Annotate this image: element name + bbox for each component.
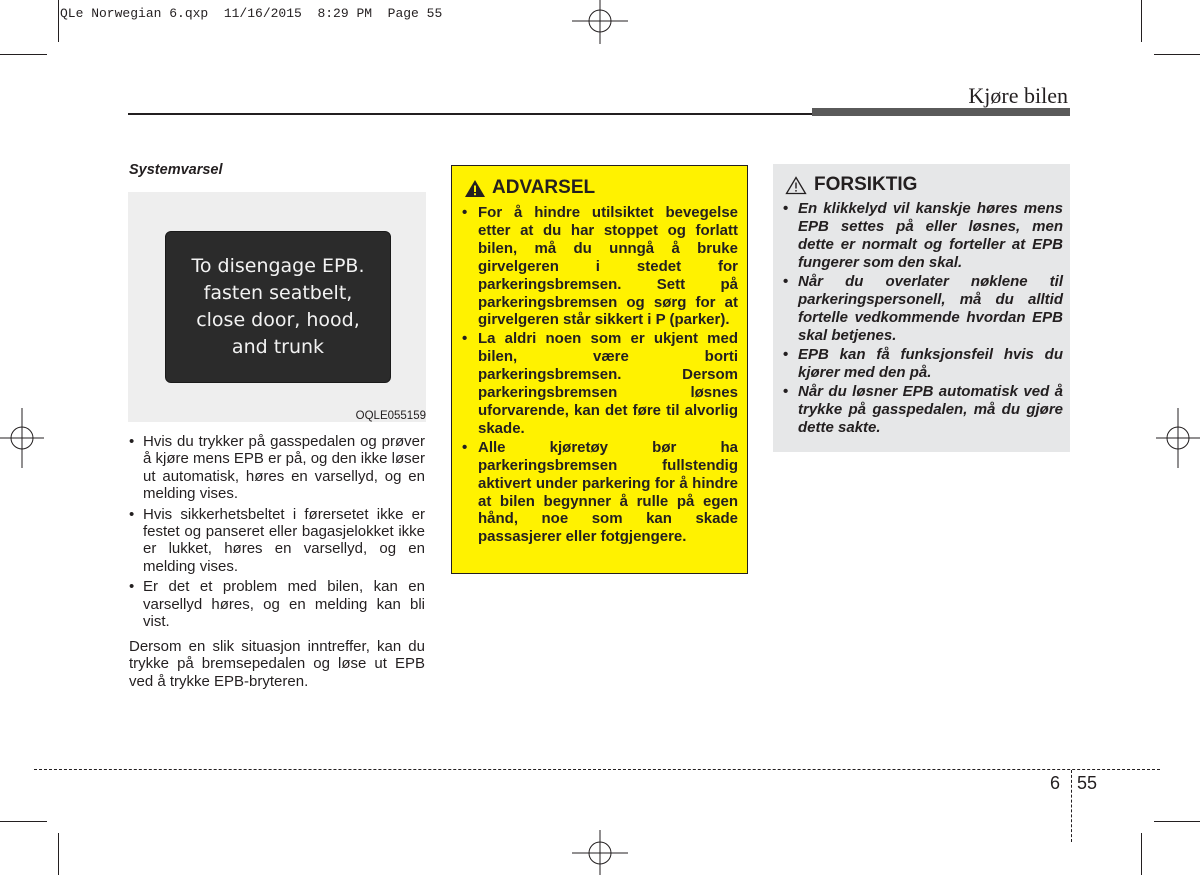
warning-triangle-filled-icon [464,179,486,198]
list-item: • For å hindre utilsiktet bevegelse etter at du har stoppet og forlatt bilen, må du unngå å bruke girvelgeren i stedet for parkeringsbremsen. Sett på parkeringsbremsen og sørg for at girvelgeren står sikkert i P (parker). [460,204,738,329]
list-item: • Når du overlater nøklene til parkeringspersonell, må du alltid fortelle vedkommende hvordan EPB skal betjenes. [781,273,1063,345]
list-item: • EPB kan få funksjonsfeil hvis du kjører med den på. [781,346,1063,382]
chapter-number: 6 [1050,773,1061,793]
page-number: 55 [1077,773,1098,793]
list-item: • Er det et problem med bilen, kan en varsellyd høres, og en melding kan bli vist. [129,578,425,630]
footer-rule [34,769,1160,770]
header-rule [128,113,812,115]
warning-list [460,204,738,547]
list-item: • Alle kjøretøy bør ha parkeringsbremsen fullstendig aktivert under parkering for å hindre at bilen begynner å rulle på egen hånd, noe som kan skade passasjerer eller fotgjengere. [460,439,738,546]
print-slug: QLe Norwegian 6.qxp 11/16/2015 8:29 PM Page 55 [60,6,443,21]
display-line: close door, hood, [196,309,360,331]
registration-mark-right [1154,400,1200,476]
bullet-list [129,433,425,633]
caution-triangle-outline-icon [785,176,807,195]
list-item: • Hvis sikkerhetsbeltet i førersetet ikke er festet og panseret eller bagasjelokket ikke er lukket, høres en varsellyd, og en melding vises. [129,506,425,576]
figure-code: OQLE055159 [355,410,426,422]
display-line: fasten seatbelt, [203,282,353,304]
caution-header [785,174,917,196]
display-line: To disengage EPB. [191,255,365,277]
section-heading: Systemvarsel [129,162,223,178]
warning-box [451,165,748,574]
caution-box [773,164,1070,452]
registration-mark-bottom [570,828,630,875]
warning-header [464,177,595,199]
warning-title: ADVARSEL [492,177,596,198]
chapter-title: Kjøre bilen [968,83,1068,108]
list-item: • La aldri noen som er ukjent med bilen, være borti parkeringsbremsen. Dersom parkeringsbremsen løsnes uforvarende, kan det føre til alvorlig skade. [460,330,738,437]
list-item: • En klikkelyd vil kanskje høres mens EPB settes på eller løsnes, men dette er normalt og forteller at EPB fungerer som den skal. [781,200,1063,272]
list-item: • Når du løsner EPB automatisk ved å trykke på gasspedalen, må du gjøre dette sakte. [781,383,1063,437]
display-message [191,253,364,361]
cluster-message-display [165,231,391,383]
folio-divider [1071,770,1072,842]
registration-mark-top [570,0,630,46]
registration-mark-left [0,400,46,476]
caution-title: FORSIKTIG [814,174,918,195]
caution-list [781,200,1063,438]
header-bar [812,108,1070,116]
closing-paragraph: Dersom en slik situasjon inntreffer, kan du trykke på bremsepedalen og løse ut EPB ved å trykke EPB-bryteren. [129,638,425,690]
list-item: • Hvis du trykker på gasspedalen og prøver å kjøre mens EPB er på, og den ikke løser ut automatisk, høres en varsellyd, og en melding vises. [129,433,425,503]
display-line: and trunk [231,336,325,358]
